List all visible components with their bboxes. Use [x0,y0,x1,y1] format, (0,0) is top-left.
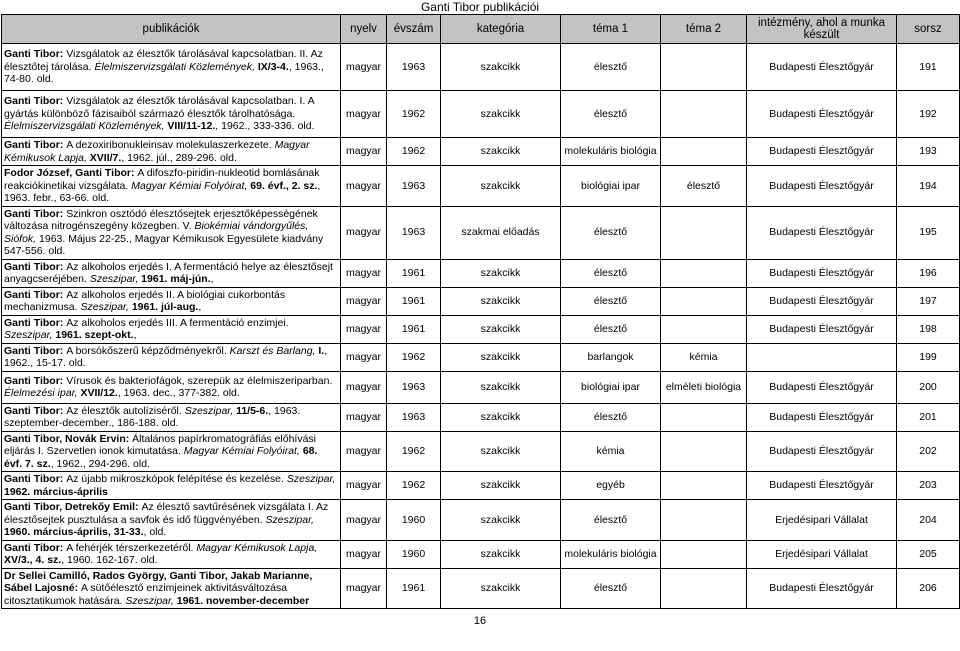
publication-text: Élelmezési ipar, [4,387,81,399]
institution-cell: Budapesti Élesztőgyár [747,206,897,259]
year-cell: 1963 [387,371,441,403]
topic2-cell [661,138,747,166]
publication-text: Az élesztő savtűrésének vizsgálata I. Az élesztősejtek pusztulása a savfok és idő függvényében. [4,501,329,526]
col-header-institution: intézmény, ahol a munka készült [747,15,897,44]
publication-cell [2,403,341,431]
language-cell: magyar [341,287,387,315]
category-cell: szakcikk [441,44,561,91]
topic1-cell: élesztő [561,403,661,431]
number-cell: 195 [897,206,960,259]
institution-cell: Budapesti Élesztőgyár [747,91,897,138]
language-cell: magyar [341,403,387,431]
institution-cell: Budapesti Élesztőgyár [747,44,897,91]
publication-text: , [133,329,137,341]
topic1-cell: élesztő [561,259,661,287]
language-cell: magyar [341,259,387,287]
publication-text: Az alkoholos erjedés I. A fermentáció helye az élesztősejt anyagcseréjében. [4,260,333,285]
topic1-cell: molekuláris biológia [561,540,661,568]
publication-text: , 1963. febr., 63-66. old. [4,179,321,204]
publication-text: 1961. november-december [176,594,310,607]
publication-text: Élelmiszervizsgálati Közlemények, [4,120,168,133]
col-header-language: nyelv [341,15,387,44]
publication-text: 11/5-6. [236,404,269,417]
publication-text: Általános papírkromatográfiás előhívási eljárás I. Szervetlen ionok kimutatása. [4,432,317,457]
language-cell: magyar [341,500,387,541]
publication-text: Élelmiszervizsgálati Közlemények, [94,60,258,73]
publication-text: Szeszipar, [4,329,56,341]
institution-cell: Budapesti Élesztőgyár [747,287,897,315]
institution-cell: Budapesti Élesztőgyár [747,472,897,500]
category-cell: szakcikk [441,371,561,403]
table-row [2,403,960,431]
institution-cell: Budapesti Élesztőgyár [747,315,897,343]
language-cell: magyar [341,343,387,371]
category-cell: szakcikk [441,472,561,500]
publication-text: Magyar Kémikusok Lapja, [196,541,318,554]
topic1-cell: kémia [561,431,661,472]
table-row [2,540,960,568]
category-cell: szakcikk [441,259,561,287]
publication-text: Ganti Tibor: [4,48,67,61]
language-cell: magyar [341,315,387,343]
publication-text: Ganti Tibor: [4,316,67,329]
publication-text: Ganti Tibor: [4,95,67,108]
publication-text: Szeszipar, [286,473,336,485]
topic1-cell: élesztő [561,44,661,91]
publication-text: Ganti Tibor: [4,374,67,387]
publication-text: , [198,301,202,313]
category-cell: szakcikk [441,166,561,207]
institution-cell: Budapesti Élesztőgyár [747,166,897,207]
language-cell: magyar [341,472,387,500]
publication-text: Ganti Tibor: [4,260,67,273]
institution-cell: Budapesti Élesztőgyár [747,371,897,403]
table-row [2,44,960,91]
institution-cell: Budapesti Élesztőgyár [747,138,897,166]
publication-cell [2,500,341,541]
language-cell: magyar [341,371,387,403]
publication-text: , 1962., 333-336. old. [215,120,315,133]
topic2-cell [661,287,747,315]
col-header-year: évszám [387,15,441,44]
page-title: Ganti Tibor publikációi [420,0,540,14]
publication-text: Az alkoholos erjedés II. A biológiai cukorbontás mechanizmusa. [4,288,286,313]
publication-text: Szeszipar, [80,301,132,313]
table-row [2,287,960,315]
year-cell: 1963 [387,403,441,431]
publication-cell [2,343,341,371]
topic2-cell [661,259,747,287]
number-cell: 199 [897,343,960,371]
institution-cell: Budapesti Élesztőgyár [747,431,897,472]
topic2-cell: kémia [661,343,747,371]
publication-cell [2,540,341,568]
publication-text: A sütőélesztő enzimjeinek aktivitásváltozása citosztatikumok hatására. [4,582,288,607]
publication-cell [2,44,341,91]
publication-cell [2,206,341,259]
topic2-cell [661,540,747,568]
year-cell: 1961 [387,315,441,343]
topic2-cell [661,500,747,541]
number-cell: 203 [897,472,960,500]
year-cell: 1962 [387,91,441,138]
table-row [2,343,960,371]
topic2-cell [661,431,747,472]
number-cell: 194 [897,166,960,207]
institution-cell: Erjedésipari Vállalat [747,540,897,568]
table-row [2,315,960,343]
topic2-cell [661,315,747,343]
publication-cell [2,138,341,166]
publication-text: , [210,273,214,285]
category-cell: szakcikk [441,500,561,541]
number-cell: 191 [897,44,960,91]
publication-text: Ganti Tibor: [4,288,67,301]
publication-cell [2,371,341,403]
publication-text: Az alkoholos erjedés III. A fermentáció enzimjei. [66,316,289,329]
publication-text: 1963. Május 22-25., Magyar Kémikusok Egyesülete kiadvány 547-556. old. [4,232,324,257]
category-cell: szakcikk [441,540,561,568]
publication-text: Karszt és Barlang, [229,344,319,357]
year-cell: 1963 [387,44,441,91]
year-cell: 1961 [387,568,441,609]
year-cell: 1960 [387,500,441,541]
publication-text: A difoszfo-piridin-nukleotid bomlásának reakciókinetikai vizsgálata. [4,167,320,192]
category-cell: szakmai előadás [441,206,561,259]
language-cell: magyar [341,568,387,609]
publication-cell [2,568,341,609]
year-cell: 1961 [387,287,441,315]
number-cell: 204 [897,500,960,541]
publication-text: Vizsgálatok az élesztők tárolásával kapcsolatban. II. Az élesztőtej tárolása. [4,48,323,73]
category-cell: szakcikk [441,138,561,166]
publication-text: XVII/7. [89,151,122,164]
year-cell: 1963 [387,206,441,259]
publication-text: I. [318,344,325,357]
publication-text: Az élesztők autolíziséről. [66,404,185,417]
table-row [2,166,960,207]
year-cell: 1962 [387,472,441,500]
number-cell: 202 [897,431,960,472]
topic1-cell: élesztő [561,500,661,541]
topic1-cell: élesztő [561,91,661,138]
publication-cell [2,472,341,500]
topic2-cell [661,568,747,609]
number-cell: 197 [897,287,960,315]
publication-text: 1962. március-április [4,485,108,498]
table-row [2,206,960,259]
publication-text: 1961. máj-jún. [141,273,211,285]
publication-text: Magyar Kémiai Folyóirat, [183,445,303,457]
year-cell: 1962 [387,431,441,472]
page-number: 16 [473,615,487,627]
col-header-category: kategória [441,15,561,44]
topic1-cell: egyéb [561,472,661,500]
publication-text: Az újabb mikroszkópok felépítése és kezelése. [66,473,287,485]
publication-text: Ganti Tibor, Novák Ervin: [4,432,133,445]
institution-cell [747,343,897,371]
publication-text: 68. évf. 7. sz. [4,445,318,470]
topic2-cell [661,472,747,500]
publication-text: 1961. júl-aug. [131,301,199,313]
publication-text: 69. évf., 2. sz. [250,179,318,192]
number-cell: 206 [897,568,960,609]
publication-text: Ganti Tibor: [4,139,67,151]
publication-text: , 1963. szeptember-december., 186-188. old. [4,404,301,429]
category-cell: szakcikk [441,403,561,431]
institution-cell: Erjedésipari Vállalat [747,500,897,541]
table-row [2,568,960,609]
publication-text: Ganti Tibor: [4,404,67,417]
publication-text: , 1962., 294-296. old. [50,457,150,470]
publication-text: A fehérjék térszerkezetéről. [66,541,197,554]
language-cell: magyar [341,166,387,207]
language-cell: magyar [341,44,387,91]
publication-text: Ganti Tibor: [4,473,67,485]
publication-text: , 1962. júl., 289-296. old. [121,151,237,164]
topic1-cell: élesztő [561,568,661,609]
number-cell: 201 [897,403,960,431]
table-row [2,138,960,166]
category-cell: szakcikk [441,343,561,371]
number-cell: 198 [897,315,960,343]
table-row [2,91,960,138]
publication-text: A dezoxiribonukleinsav molekulaszerkezete. [66,139,275,151]
institution-cell: Budapesti Élesztőgyár [747,403,897,431]
publication-text: Szeszipar, [125,594,177,607]
number-cell: 193 [897,138,960,166]
topic2-cell: élesztő [661,166,747,207]
publication-text: , 1960. 162-167. old. [61,554,158,566]
publication-text: XV/3., 4. sz. [4,554,62,566]
category-cell: szakcikk [441,431,561,472]
publication-text: IX/3-4. [257,60,289,73]
publication-text: Ganti Tibor: [4,207,67,220]
publication-text: Magyar Kémiai Folyóirat, [131,179,251,192]
table-row [2,500,960,541]
topic2-cell [661,44,747,91]
publication-text: Biokémiai vándorgyűlés, Siófok, [4,220,309,245]
topic1-cell: élesztő [561,315,661,343]
category-cell: szakcikk [441,568,561,609]
publications-table [1,14,960,609]
year-cell: 1960 [387,540,441,568]
number-cell: 196 [897,259,960,287]
year-cell: 1963 [387,166,441,207]
publication-text: Fodor József, Ganti Tibor: [4,167,138,179]
table-row [2,472,960,500]
col-header-topic2: téma 2 [661,15,747,44]
category-cell: szakcikk [441,287,561,315]
topic1-cell: élesztő [561,206,661,259]
language-cell: magyar [341,138,387,166]
table-row [2,371,960,403]
publication-cell [2,431,341,472]
publication-text: 1961. szept-okt. [55,329,134,341]
col-header-topic1: téma 1 [561,15,661,44]
table-row [2,431,960,472]
table-row [2,259,960,287]
year-cell: 1962 [387,138,441,166]
language-cell: magyar [341,431,387,472]
topic1-cell: biológiai ipar [561,371,661,403]
publication-text: Szeszipar, [265,513,314,526]
topic2-cell [661,91,747,138]
publication-text: VIII/11-12. [167,120,216,133]
topic2-cell [661,403,747,431]
number-cell: 205 [897,540,960,568]
publication-text: XVII/12. [80,387,118,399]
publication-text: Szeszipar, [89,273,142,285]
publication-text: Ganti Tibor: [4,541,67,554]
language-cell: magyar [341,206,387,259]
topic1-cell: élesztő [561,287,661,315]
language-cell: magyar [341,91,387,138]
publication-cell [2,287,341,315]
publication-text: , 1962., 15-17. old. [4,344,328,369]
publication-text: Szinkron osztódó élesztősejtek erjesztőképességének változása nitrogénszegény közegben. V. [4,207,318,232]
publication-cell [2,91,341,138]
topic2-cell [661,206,747,259]
publication-text: , 1963. dec., 377-382. old. [117,387,240,399]
publication-cell [2,166,341,207]
language-cell: magyar [341,540,387,568]
topic1-cell: biológiai ipar [561,166,661,207]
table-header [2,15,960,44]
publication-text: Szeszipar, [184,404,237,417]
publication-text: Vírusok és bakteriofágok, szerepük az élelmiszeriparban. [66,374,333,387]
col-header-number: sorsz [897,15,960,44]
year-cell: 1962 [387,343,441,371]
publication-text: A borsókőszerű képződményekről. [66,344,230,357]
publication-text: 1960. március-április, 31-33. [4,526,144,538]
publication-text: Ganti Tibor, Detrekőy Emil: [4,501,142,513]
publication-text: Magyar Kémikusok Lapja, [4,139,310,164]
publication-text: , 1963., 74-80. old. [4,60,324,86]
category-cell: szakcikk [441,315,561,343]
publication-cell [2,315,341,343]
year-cell: 1961 [387,259,441,287]
number-cell: 192 [897,91,960,138]
number-cell: 200 [897,371,960,403]
publication-text: Vizsgálatok az élesztők tárolásával kapcsolatban. I. A gyártás különböző fázisaiból származó élesztők tárolhatósága. [4,95,315,120]
publication-text: , old. [143,526,167,538]
col-header-publications: publikációk [2,15,341,44]
category-cell: szakcikk [441,91,561,138]
topic1-cell: molekuláris biológia [561,138,661,166]
institution-cell: Budapesti Élesztőgyár [747,259,897,287]
publication-text: Ganti Tibor: [4,344,67,357]
topic1-cell: barlangok [561,343,661,371]
institution-cell: Budapesti Élesztőgyár [747,568,897,609]
publication-cell [2,259,341,287]
topic2-cell: elméleti biológia [661,371,747,403]
publication-text: Dr Sellei Camilló, Rados György, Ganti Tibor, Jakab Marianne, Sábel Lajosné: [4,569,313,594]
